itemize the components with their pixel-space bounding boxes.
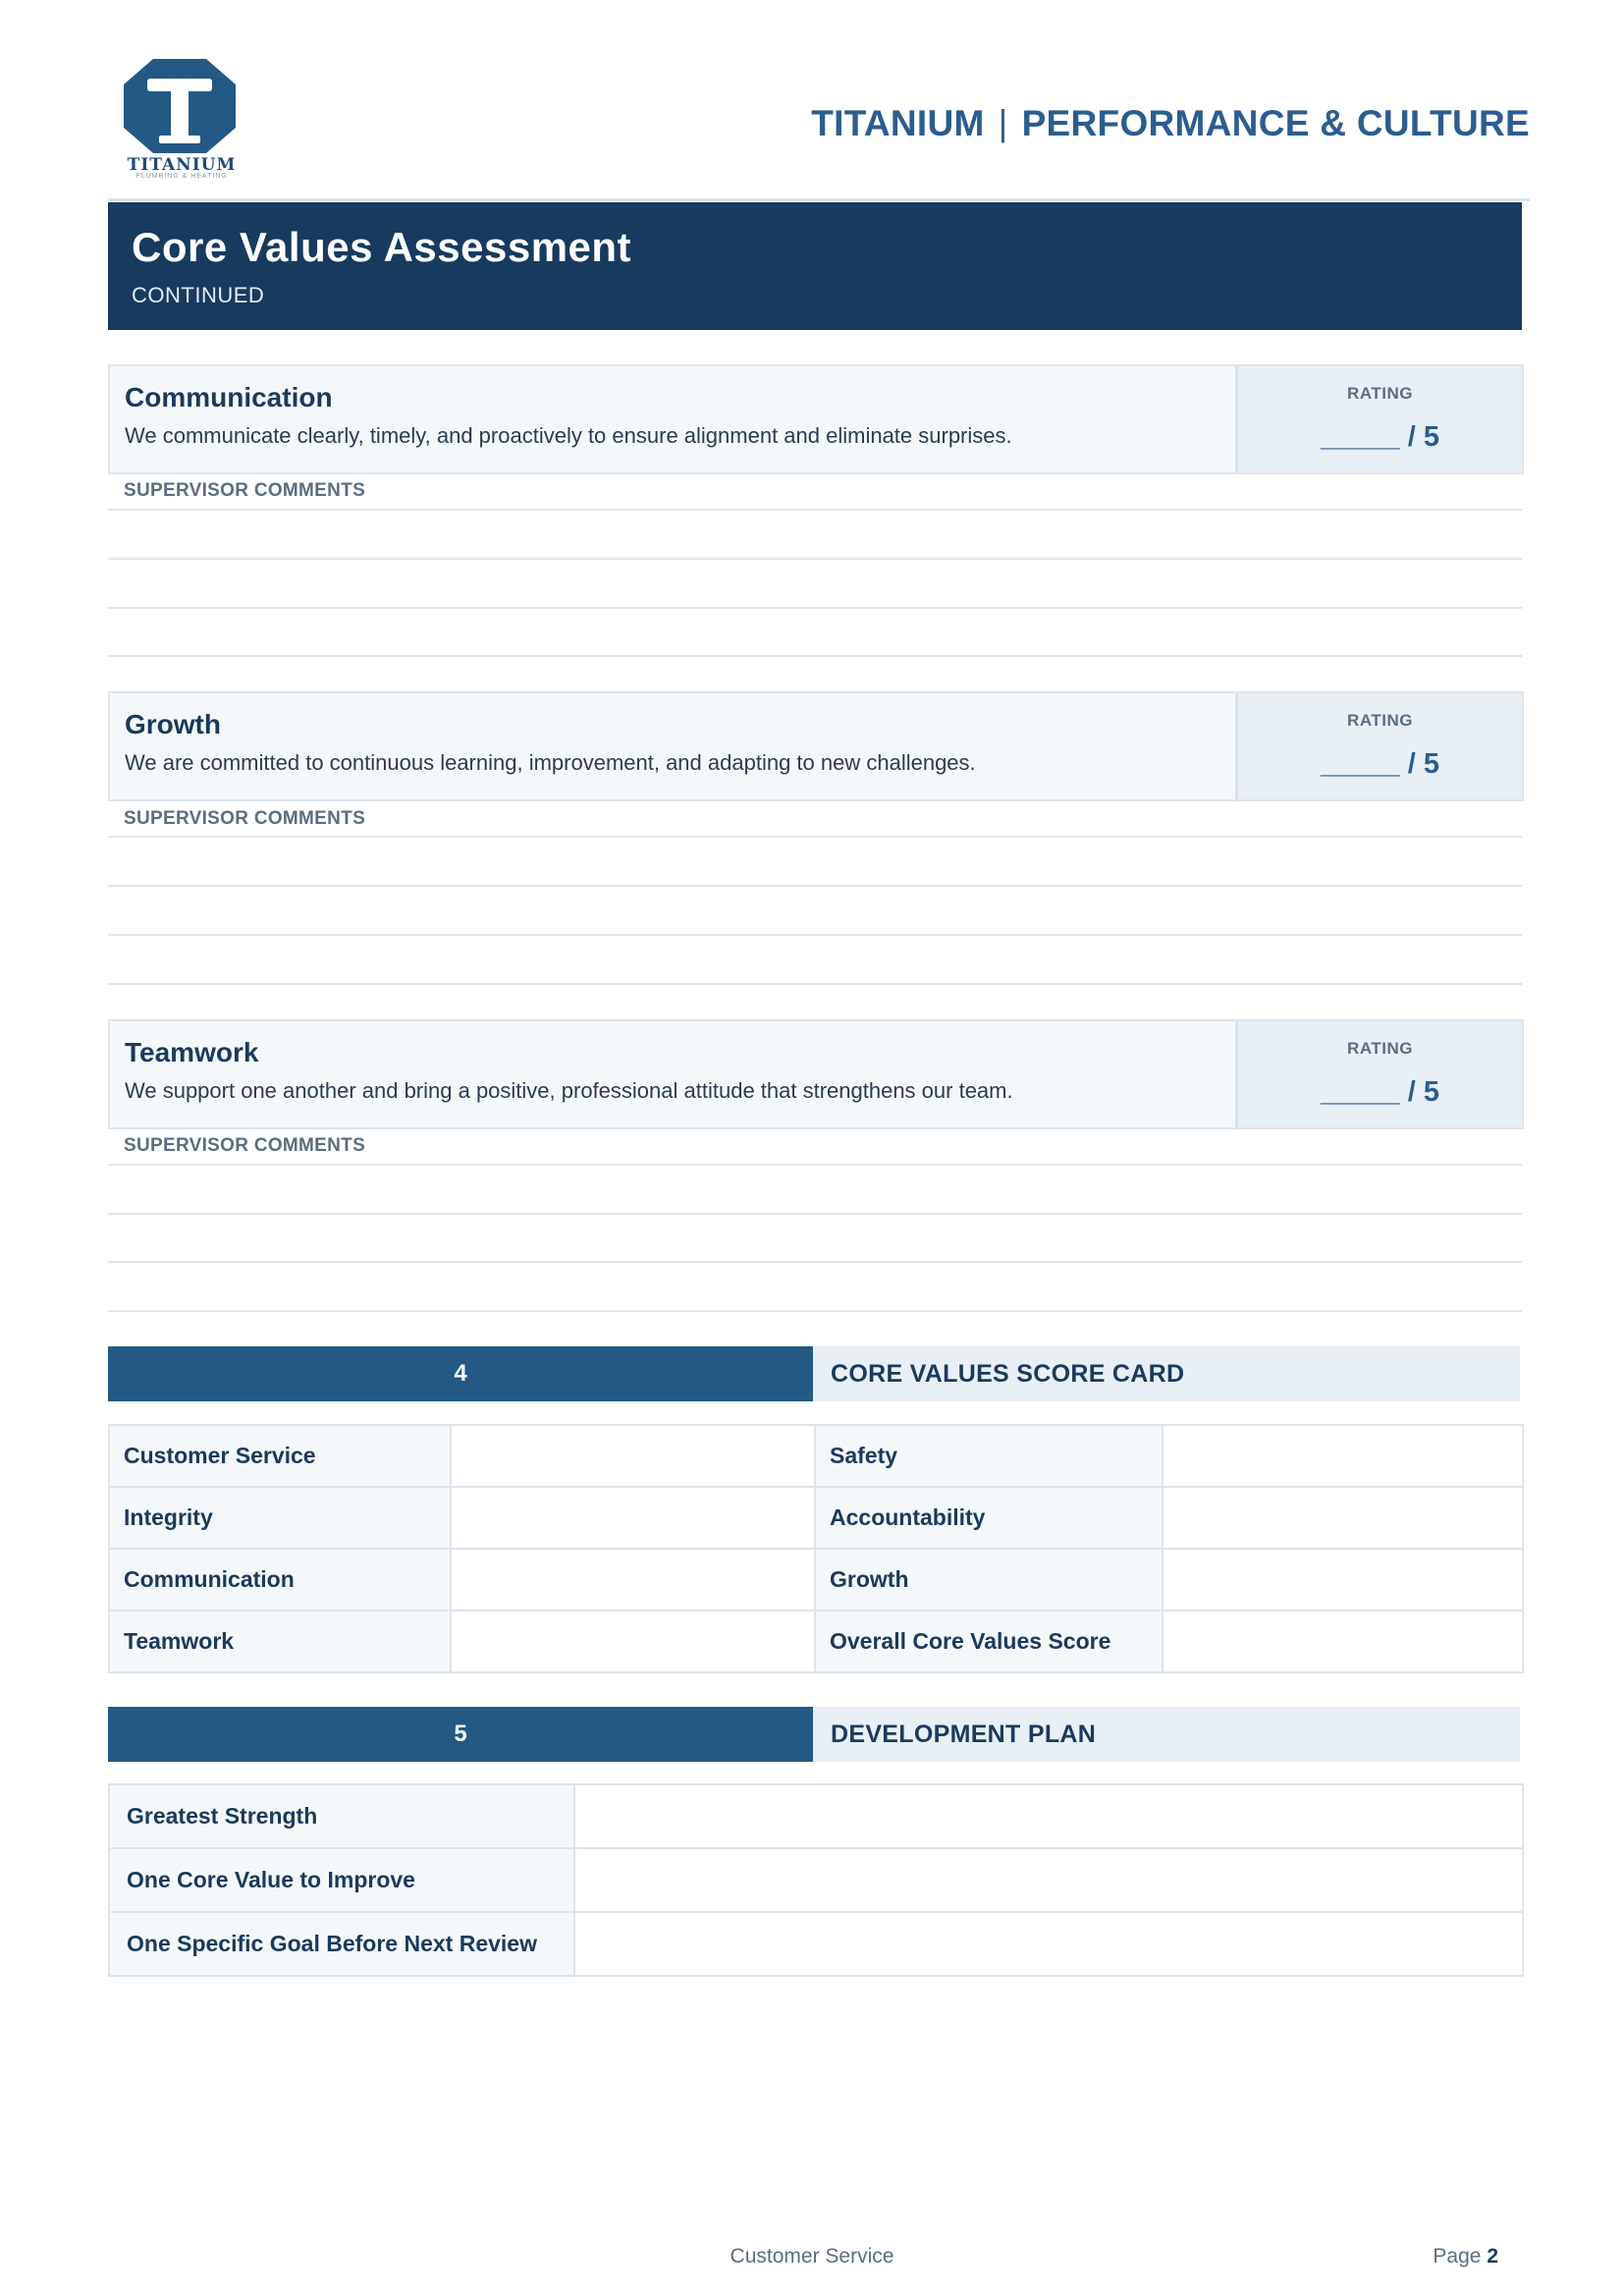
- value-description: We communicate clearly, timely, and proactively to ensure alignment and eliminate surprises.: [125, 423, 1012, 448]
- comment-line[interactable]: [108, 509, 1522, 511]
- value-name: Communication: [125, 382, 333, 412]
- comment-line[interactable]: [108, 558, 1522, 560]
- supervisor-comments-label: SUPERVISOR COMMENTS: [124, 480, 366, 501]
- page-label: Page: [1433, 2245, 1482, 2268]
- value-name: Growth: [125, 709, 221, 739]
- table-row: [109, 1487, 1523, 1549]
- scorecard-score-field[interactable]: [1163, 1487, 1523, 1549]
- development-label: Greatest Strength: [109, 1784, 574, 1848]
- scorecard-score-field[interactable]: [451, 1611, 815, 1672]
- scorecard-label: Customer Service: [109, 1425, 451, 1487]
- comment-line[interactable]: [108, 983, 1522, 985]
- page-number: 2: [1487, 2245, 1498, 2268]
- rating-field[interactable]: _____ / 5: [1321, 748, 1439, 780]
- table-row: [109, 1784, 1523, 1848]
- rating-label: RATING: [1347, 1039, 1413, 1058]
- logo-wordmark: TITANIUM: [127, 155, 237, 175]
- comment-line[interactable]: [108, 1310, 1522, 1312]
- rating-box[interactable]: [1235, 693, 1522, 799]
- scorecard-score-field[interactable]: [1163, 1549, 1523, 1611]
- logo-tagline: PLUMBING & HEATING: [135, 173, 228, 180]
- table-row: [109, 1425, 1523, 1487]
- value-block-growth: [108, 691, 1524, 801]
- rating-box[interactable]: [1235, 1021, 1522, 1127]
- supervisor-comments-label: SUPERVISOR COMMENTS: [124, 1135, 366, 1156]
- header-divider: [108, 198, 1530, 201]
- development-entry-field[interactable]: [574, 1784, 1523, 1848]
- scorecard-label: Accountability: [815, 1487, 1163, 1549]
- development-label: One Specific Goal Before Next Review: [109, 1912, 574, 1976]
- rating-field[interactable]: _____ / 5: [1321, 1076, 1439, 1108]
- section-number-5: 5: [108, 1707, 813, 1762]
- brand-department: PERFORMANCE & CULTURE: [1021, 103, 1530, 143]
- development-label: One Core Value to Improve: [109, 1848, 574, 1912]
- comment-line[interactable]: [108, 885, 1522, 887]
- comment-line[interactable]: [108, 655, 1522, 657]
- scorecard-label: Overall Core Values Score: [815, 1611, 1163, 1672]
- value-block-teamwork: [108, 1019, 1524, 1129]
- rating-label: RATING: [1347, 384, 1413, 403]
- value-name: Teamwork: [125, 1037, 259, 1067]
- brand-company: TITANIUM: [811, 103, 985, 143]
- section-number-4: 4: [108, 1346, 813, 1401]
- scorecard-score-field[interactable]: [451, 1487, 815, 1549]
- value-description: We are committed to continuous learning, improvement, and adapting to new challenges.: [125, 750, 976, 775]
- scorecard-label: Growth: [815, 1549, 1163, 1611]
- value-description: We support one another and bring a positive, professional attitude that strengthens our team.: [125, 1078, 1013, 1103]
- scorecard-score-field[interactable]: [1163, 1425, 1523, 1487]
- comment-line[interactable]: [108, 1213, 1522, 1215]
- rating-label: RATING: [1347, 711, 1413, 730]
- brand-separator: |: [998, 103, 1008, 143]
- table-row: [109, 1848, 1523, 1912]
- supervisor-comments-label: SUPERVISOR COMMENTS: [124, 808, 366, 829]
- comment-line[interactable]: [108, 1164, 1522, 1166]
- table-row: [109, 1912, 1523, 1976]
- development-plan-table: [108, 1783, 1524, 1977]
- comment-line[interactable]: [108, 836, 1522, 838]
- development-entry-field[interactable]: [574, 1848, 1523, 1912]
- section-title-development: DEVELOPMENT PLAN: [813, 1707, 1520, 1762]
- brand-header: [811, 103, 1530, 144]
- table-row: [109, 1611, 1523, 1672]
- table-row: [109, 1549, 1523, 1611]
- scorecard-label: Safety: [815, 1425, 1163, 1487]
- scorecard-score-field[interactable]: [451, 1425, 815, 1487]
- scorecard-label: Communication: [109, 1549, 451, 1611]
- comment-line[interactable]: [108, 607, 1522, 609]
- rating-field[interactable]: _____ / 5: [1321, 421, 1439, 453]
- comment-line[interactable]: [108, 934, 1522, 936]
- title-banner: [108, 202, 1522, 330]
- scorecard-label: Teamwork: [109, 1611, 451, 1672]
- scorecard-score-field[interactable]: [451, 1549, 815, 1611]
- section-title-scorecard: CORE VALUES SCORE CARD: [813, 1346, 1520, 1401]
- value-block-communication: [108, 364, 1524, 474]
- page-title: Core Values Assessment: [132, 224, 632, 270]
- scorecard-label: Integrity: [109, 1487, 451, 1549]
- comment-line[interactable]: [108, 1261, 1522, 1263]
- scorecard-table: [108, 1424, 1524, 1673]
- development-entry-field[interactable]: [574, 1912, 1523, 1976]
- footer-section-name: Customer Service: [730, 2245, 894, 2268]
- rating-box[interactable]: [1235, 366, 1522, 472]
- page-subtitle: CONTINUED: [132, 283, 265, 307]
- footer-page-number: [1433, 2245, 1498, 2269]
- scorecard-score-field[interactable]: [1163, 1611, 1523, 1672]
